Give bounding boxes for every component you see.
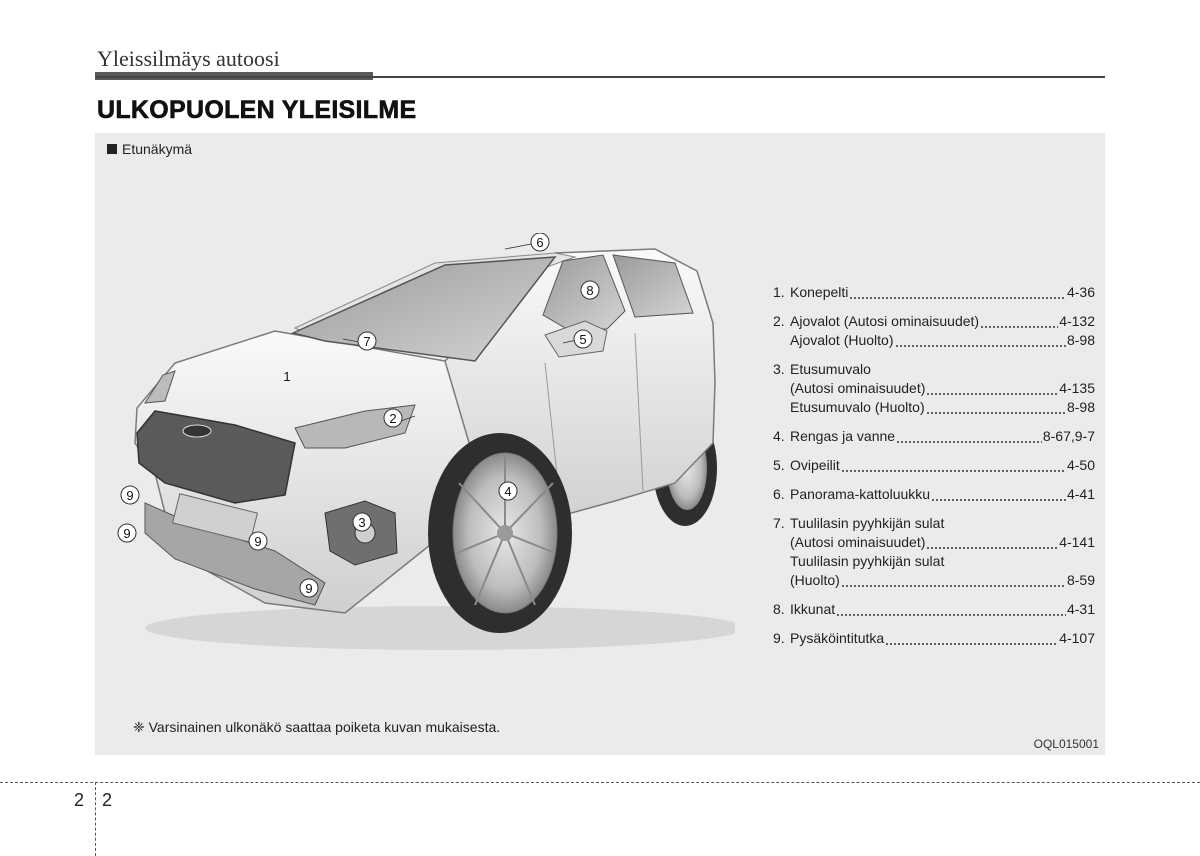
legend-number: 4. — [773, 428, 785, 444]
legend-page-ref: 4-50 — [1066, 457, 1095, 473]
leader-dots — [895, 331, 1066, 350]
legend-page-ref: 8-98 — [1066, 399, 1095, 415]
legend-text: (Autosi ominaisuudet) — [790, 534, 926, 550]
legend-number: 9. — [773, 630, 785, 646]
legend-item — [773, 600, 1095, 619]
legend-number — [773, 379, 790, 398]
legend-text: Etusumuvalo — [790, 361, 871, 377]
legend-line — [773, 571, 1095, 590]
svg-text:9: 9 — [123, 526, 131, 541]
legend-item — [773, 360, 1095, 417]
callout-2 — [384, 409, 402, 427]
callout-9-d — [300, 579, 318, 597]
legend-text: Pysäköintitutka — [790, 630, 885, 646]
legend-number — [773, 398, 790, 417]
leader-dots — [896, 427, 1042, 446]
legend-number — [773, 331, 790, 350]
legend-text: Ajovalot (Autosi ominaisuudet) — [790, 313, 980, 329]
legend-number: 3. — [773, 361, 785, 377]
legend-line — [773, 629, 1095, 648]
svg-text:2: 2 — [389, 411, 397, 426]
legend-item — [773, 456, 1095, 475]
legend-page-ref: 8-59 — [1066, 572, 1095, 588]
legend-line — [773, 600, 1095, 619]
callout-9-c — [249, 532, 267, 550]
legend-line — [773, 552, 1095, 571]
legend-page-ref: 4-36 — [1066, 284, 1095, 300]
header-rule — [95, 76, 1105, 78]
legend-number: 8. — [773, 601, 785, 617]
svg-text:3: 3 — [358, 515, 366, 530]
legend-text: Panorama-kattoluukku — [790, 486, 931, 502]
legend-page-ref: 4-135 — [1059, 380, 1095, 396]
callout-6 — [531, 233, 549, 251]
legend-text: Ikkunat — [790, 601, 836, 617]
legend-number — [773, 571, 790, 590]
leader-dots — [836, 600, 1066, 619]
legend-item — [773, 283, 1095, 302]
legend-number — [773, 533, 790, 552]
figure-code: OQL015001 — [1033, 737, 1099, 751]
footnote-text: Varsinainen ulkonäkö saattaa poiketa kuvan mukaisesta. — [148, 719, 501, 735]
panel-label — [107, 141, 192, 157]
legend-line — [773, 360, 1095, 379]
hub-cap — [497, 525, 513, 541]
legend-item — [773, 629, 1095, 648]
legend-number — [773, 552, 790, 571]
leader-dots — [931, 485, 1066, 504]
panel-label-text: Etunäkymä — [122, 141, 193, 157]
leader-dots — [885, 629, 1058, 648]
legend-line — [773, 312, 1095, 331]
leader-dots — [849, 283, 1066, 302]
svg-text:5: 5 — [579, 332, 587, 347]
legend-text: Rengas ja vanne — [790, 428, 896, 444]
legend-text: Etusumuvalo (Huolto) — [790, 399, 925, 415]
legend-number: 7. — [773, 515, 785, 531]
leader-dots — [926, 533, 1058, 552]
legend-number: 6. — [773, 486, 785, 502]
callout-8 — [581, 281, 599, 299]
legend-page-ref: 4-41 — [1066, 486, 1095, 502]
footnote — [133, 719, 500, 736]
car-illustration — [115, 233, 735, 653]
legend-page-ref: 4-141 — [1059, 534, 1095, 550]
svg-text:1: 1 — [283, 369, 291, 384]
svg-text:9: 9 — [254, 534, 262, 549]
page-number: 2 — [102, 790, 113, 810]
section-title: ULKOPUOLEN YLEISILME — [97, 96, 417, 124]
legend-line — [773, 427, 1095, 446]
leader-dots — [841, 571, 1066, 590]
legend-text: Tuulilasin pyyhkijän sulat — [790, 515, 945, 531]
legend-line — [773, 379, 1095, 398]
legend-item — [773, 485, 1095, 504]
legend-line — [773, 533, 1095, 552]
svg-text:4: 4 — [504, 484, 512, 499]
legend-line — [773, 485, 1095, 504]
legend-line — [773, 456, 1095, 475]
leader-dots — [926, 379, 1058, 398]
ground-shadow — [145, 606, 735, 650]
legend-line — [773, 398, 1095, 417]
leader-dots — [980, 312, 1058, 331]
callout-5 — [574, 330, 592, 348]
svg-text:7: 7 — [363, 334, 371, 349]
callout-9-a — [121, 486, 139, 504]
legend-item — [773, 312, 1095, 350]
legend-page-ref: 8-67,9-7 — [1042, 428, 1095, 444]
svg-text:9: 9 — [126, 488, 134, 503]
svg-text:8: 8 — [586, 283, 594, 298]
footnote-symbol-icon: ❈ — [133, 719, 145, 735]
square-bullet-icon — [107, 144, 117, 154]
parts-legend — [773, 283, 1095, 658]
leader-dots — [926, 398, 1066, 417]
legend-item — [773, 427, 1095, 446]
callout-3 — [353, 513, 371, 531]
legend-line — [773, 331, 1095, 350]
legend-number: 1. — [773, 284, 785, 300]
legend-text: Ovipeilit — [790, 457, 840, 473]
legend-item — [773, 514, 1095, 590]
svg-text:9: 9 — [305, 581, 313, 596]
legend-text: (Autosi ominaisuudet) — [790, 380, 926, 396]
header-title: Yleissilmäys autoosi — [97, 46, 280, 71]
legend-number: 5. — [773, 457, 785, 473]
logo-emblem — [183, 425, 211, 437]
legend-number: 2. — [773, 313, 785, 329]
callout-1 — [283, 369, 290, 384]
legend-page-ref: 4-31 — [1066, 601, 1095, 617]
legend-text: (Huolto) — [790, 572, 840, 588]
page-chapter: 2 — [74, 790, 85, 810]
legend-text: Tuulilasin pyyhkijän sulat — [790, 553, 945, 569]
figure-panel — [95, 133, 1105, 755]
leader-dots — [841, 456, 1066, 475]
legend-page-ref: 4-107 — [1059, 630, 1095, 646]
legend-text: Ajovalot (Huolto) — [790, 332, 894, 348]
legend-line — [773, 514, 1095, 533]
footer-dash-divider — [95, 782, 96, 856]
svg-text:6: 6 — [536, 235, 544, 250]
callout-9-b — [118, 524, 136, 542]
legend-line — [773, 283, 1095, 302]
callout-7 — [358, 332, 376, 350]
legend-page-ref: 8-98 — [1066, 332, 1095, 348]
legend-page-ref: 4-132 — [1059, 313, 1095, 329]
legend-text: Konepelti — [790, 284, 849, 300]
callout-4 — [499, 482, 517, 500]
footer-dash-rule — [0, 782, 1200, 783]
